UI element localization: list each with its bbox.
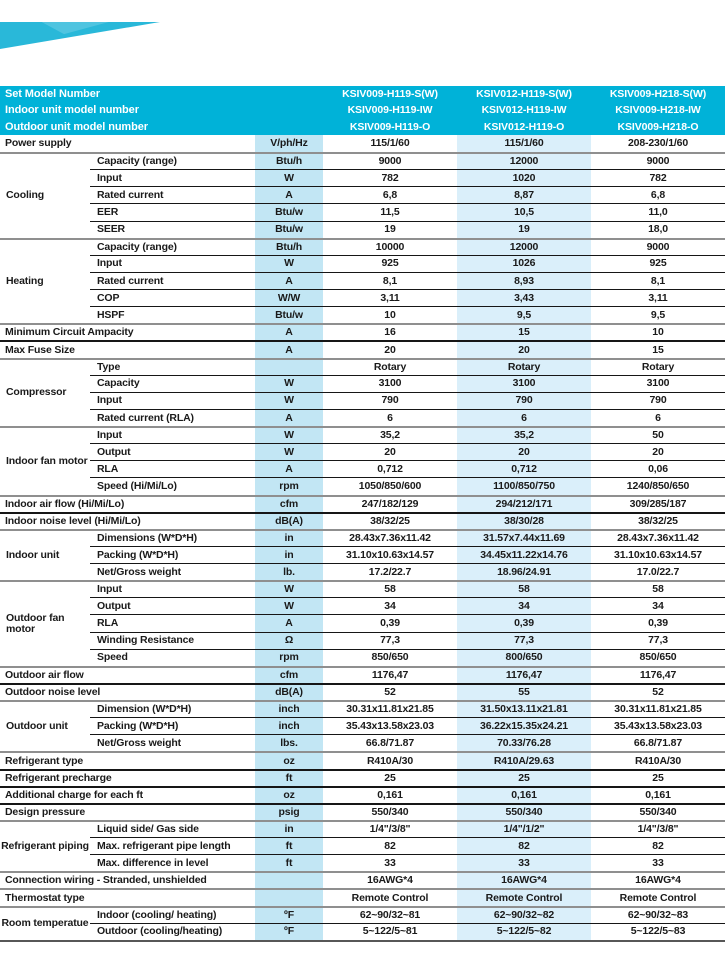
spec-label-cell: Packing (W*D*H) [90, 717, 255, 734]
value-cell: 19 [323, 221, 457, 238]
spec-label-cell: Rated current [90, 272, 255, 289]
value-cell: 82 [323, 837, 457, 854]
value-cell: 77,3 [323, 632, 457, 649]
value-cell: 1020 [457, 169, 591, 186]
value-cell: 35,2 [323, 426, 457, 443]
value-cell: 17.0/22.7 [591, 563, 725, 580]
value-cell: 10,5 [457, 203, 591, 220]
value-cell: 19 [457, 221, 591, 238]
value-cell: 20 [457, 443, 591, 460]
spec-label-cell: Max Fuse Size [0, 340, 255, 357]
unit-cell: W [255, 580, 323, 597]
value-cell: 15 [457, 323, 591, 340]
value-cell: 20 [591, 443, 725, 460]
value-cell: 66.8/71.87 [323, 734, 457, 751]
unit-cell: A [255, 272, 323, 289]
unit-cell: Btu/h [255, 152, 323, 169]
model-number-header [0, 86, 725, 135]
model-number-cell: KSIV012-H119-IW [481, 104, 567, 117]
value-cell: 0,39 [457, 614, 591, 631]
value-cell: 31.10x10.63x14.57 [323, 546, 457, 563]
unit-cell: A [255, 614, 323, 631]
unit-cell: W [255, 426, 323, 443]
value-cell: 3,11 [323, 289, 457, 306]
unit-cell: lb. [255, 563, 323, 580]
value-cell: 1100/850/750 [457, 477, 591, 494]
spec-label-cell: Input [90, 426, 255, 443]
group-cell-compressor: Compressor [0, 358, 90, 427]
value-cell: 31.10x10.63x14.57 [591, 546, 725, 563]
value-cell: 3100 [323, 375, 457, 392]
unit-cell: Btu/h [255, 238, 323, 255]
value-cell: 790 [591, 392, 725, 409]
unit-cell: A [255, 409, 323, 426]
value-cell: 30.31x11.81x21.85 [323, 700, 457, 717]
unit-cell: dB(A) [255, 683, 323, 700]
value-cell: 294/212/171 [457, 495, 591, 512]
value-cell: 25 [591, 769, 725, 786]
value-cell: 6,8 [591, 186, 725, 203]
value-cell: 782 [591, 169, 725, 186]
spec-label-cell: Net/Gross weight [90, 563, 255, 580]
spec-label-cell: Connection wiring - Stranded, unshielded [0, 871, 255, 888]
value-cell: 35.43x13.58x23.03 [323, 717, 457, 734]
unit-cell: inch [255, 717, 323, 734]
spec-label-cell: Type [90, 358, 255, 375]
value-cell: 77,3 [591, 632, 725, 649]
value-cell: 3100 [457, 375, 591, 392]
spec-label-cell: Input [90, 580, 255, 597]
value-cell: 11,0 [591, 203, 725, 220]
spec-label-cell: Indoor noise level (Hi/Mi/Lo) [0, 512, 255, 529]
group-cell-heating: Heating [0, 238, 90, 324]
value-cell: 36.22x15.35x24.21 [457, 717, 591, 734]
unit-cell: A [255, 323, 323, 340]
value-cell: 790 [457, 392, 591, 409]
value-cell: 9,5 [457, 306, 591, 323]
spec-label-cell: SEER [90, 221, 255, 238]
group-cell-outdoor-unit: Outdoor unit [0, 700, 90, 751]
unit-cell: ft [255, 854, 323, 871]
spec-label-cell: EER [90, 203, 255, 220]
value-cell: 28.43x7.36x11.42 [591, 529, 725, 546]
value-cell: 20 [457, 340, 591, 357]
value-cell: 62~90/32~82 [457, 906, 591, 923]
value-cell: 790 [323, 392, 457, 409]
group-cell-outdoor-fan-motor: Outdoor fan motor [0, 580, 90, 666]
group-cell-indoor-unit: Indoor unit [0, 529, 90, 580]
group-cell-indoor-fan-motor: Indoor fan motor [0, 426, 90, 495]
unit-cell: W/W [255, 289, 323, 306]
specification-table-body [0, 135, 725, 942]
value-cell: 62~90/32~83 [591, 906, 725, 923]
value-cell: 925 [323, 255, 457, 272]
spec-label-cell: Minimum Circuit Ampacity [0, 323, 255, 340]
value-cell: 16AWG*4 [323, 871, 457, 888]
model-number-cell: KSIV009-H119-S(W) [342, 88, 438, 101]
value-cell: 38/32/25 [591, 512, 725, 529]
spec-label-cell: Net/Gross weight [90, 734, 255, 751]
value-cell: 55 [457, 683, 591, 700]
unit-cell: cfm [255, 666, 323, 683]
value-cell: 12000 [457, 238, 591, 255]
unit-cell: A [255, 186, 323, 203]
value-cell: R410A/30 [591, 751, 725, 768]
model-number-cell: KSIV012-H119-O [483, 120, 565, 133]
value-cell: 5~122/5~83 [591, 923, 725, 940]
unit-cell: W [255, 255, 323, 272]
value-cell: 1026 [457, 255, 591, 272]
unit-cell: in [255, 546, 323, 563]
spec-label-cell: Outdoor (cooling/heating) [90, 923, 255, 940]
spec-label-cell: Output [90, 443, 255, 460]
value-cell: 0,161 [323, 786, 457, 803]
value-cell: 10 [591, 323, 725, 340]
value-cell: 11,5 [323, 203, 457, 220]
group-cell-refrigerant-piping: Refrigerant piping [0, 820, 90, 871]
value-cell: R410A/30 [323, 751, 457, 768]
spec-label-cell: Outdoor noise level [0, 683, 255, 700]
spec-label-cell: Output [90, 597, 255, 614]
unit-cell: psig [255, 803, 323, 820]
value-cell: 0,39 [591, 614, 725, 631]
value-cell: 70.33/76.28 [457, 734, 591, 751]
spec-label-cell: Capacity (range) [90, 152, 255, 169]
unit-cell: Ω [255, 632, 323, 649]
value-cell: 9000 [323, 152, 457, 169]
value-cell: 9,5 [591, 306, 725, 323]
value-cell: 25 [457, 769, 591, 786]
spec-label-cell: Power supply [5, 137, 72, 150]
value-cell: 0,161 [457, 786, 591, 803]
spec-label-cell: Dimensions (W*D*H) [90, 529, 255, 546]
value-cell: 38/30/28 [457, 512, 591, 529]
value-cell: 52 [323, 683, 457, 700]
value-cell: 31.50x13.11x21.81 [457, 700, 591, 717]
unit-cell: in [255, 820, 323, 837]
spec-label-cell: Rated current [90, 186, 255, 203]
value-cell: 6 [591, 409, 725, 426]
value-cell: 25 [323, 769, 457, 786]
value-cell: 18,0 [591, 221, 725, 238]
spec-label-cell: Packing (W*D*H) [90, 546, 255, 563]
value-cell: 31.57x7.44x11.69 [457, 529, 591, 546]
unit-cell: Btu/w [255, 306, 323, 323]
value-cell: 5~122/5~82 [457, 923, 591, 940]
spec-label-cell: Speed (Hi/Mi/Lo) [90, 477, 255, 494]
group-cell-room-temperature: Room temperatue [0, 906, 90, 940]
value-cell: 18.96/24.91 [457, 563, 591, 580]
value-cell: 850/650 [591, 649, 725, 666]
value-cell: 3,11 [591, 289, 725, 306]
value-cell: 115/1/60 [370, 137, 410, 150]
unit-cell: W [255, 375, 323, 392]
value-cell: 35,2 [457, 426, 591, 443]
model-number-cell: KSIV012-H119-S(W) [476, 88, 572, 101]
spec-label-cell: Additional charge for each ft [0, 786, 255, 803]
header-row-label: Set Model Number [5, 88, 100, 101]
value-cell: 20 [323, 340, 457, 357]
value-cell: 8,87 [457, 186, 591, 203]
unit-cell: dB(A) [255, 512, 323, 529]
value-cell: 1176,47 [457, 666, 591, 683]
model-number-cell: KSIV009-H218-S(W) [609, 88, 707, 101]
value-cell: 33 [323, 854, 457, 871]
unit-cell: V/ph/Hz [255, 135, 323, 152]
value-cell: 115/1/60 [457, 135, 591, 152]
value-cell: 28.43x7.36x11.42 [323, 529, 457, 546]
value-cell: 16AWG*4 [457, 871, 591, 888]
value-cell: 782 [323, 169, 457, 186]
value-cell: 0,06 [591, 460, 725, 477]
model-number-cell: KSIV009-H119-O [349, 120, 431, 133]
unit-cell: A [255, 460, 323, 477]
value-cell: 10000 [323, 238, 457, 255]
value-cell: 1/4"/3/8" [591, 820, 725, 837]
unit-cell: Btu/w [255, 221, 323, 238]
value-cell: 5~122/5~81 [323, 923, 457, 940]
value-cell: 850/650 [323, 649, 457, 666]
unit-cell: ft [255, 837, 323, 854]
unit-cell: ºF [255, 906, 323, 923]
spec-label-cell: Max. refrigerant pipe length [90, 837, 255, 854]
value-cell: 8,93 [457, 272, 591, 289]
value-cell: 58 [457, 580, 591, 597]
value-cell: 17.2/22.7 [323, 563, 457, 580]
value-cell: 82 [591, 837, 725, 854]
value-cell: 52 [591, 683, 725, 700]
spec-label-cell: Indoor (cooling/ heating) [90, 906, 255, 923]
value-cell: 0,712 [323, 460, 457, 477]
value-cell: 0,712 [457, 460, 591, 477]
spec-label-cell: Rated current (RLA) [90, 409, 255, 426]
unit-cell: inch [255, 700, 323, 717]
spec-label-cell: Capacity [90, 375, 255, 392]
unit-cell: cfm [255, 495, 323, 512]
value-cell: 16AWG*4 [591, 871, 725, 888]
value-cell: 550/340 [323, 803, 457, 820]
value-cell: 77,3 [457, 632, 591, 649]
spec-label-cell: Input [90, 169, 255, 186]
unit-cell: W [255, 169, 323, 186]
unit-cell: W [255, 392, 323, 409]
model-number-cell: KSIV009-H119-IW [347, 104, 433, 117]
value-cell: 9000 [591, 152, 725, 169]
spec-label-cell: Speed [90, 649, 255, 666]
spec-label-cell: Capacity (range) [90, 238, 255, 255]
value-cell: 12000 [457, 152, 591, 169]
value-cell: 0,161 [591, 786, 725, 803]
value-cell: Rotary [591, 358, 725, 375]
value-cell: 0,39 [323, 614, 457, 631]
value-cell: 35.43x13.58x23.03 [591, 717, 725, 734]
model-number-cell: KSIV009-H218-O [617, 120, 699, 133]
unit-cell [255, 358, 323, 375]
unit-cell [255, 871, 323, 888]
value-cell: Remote Control [457, 888, 591, 905]
value-cell: 33 [457, 854, 591, 871]
value-cell: 247/182/129 [323, 495, 457, 512]
value-cell: 33 [591, 854, 725, 871]
spec-label-cell: RLA [90, 614, 255, 631]
value-cell: 1/4"/3/8" [323, 820, 457, 837]
value-cell: Remote Control [591, 888, 725, 905]
value-cell: 34.45x11.22x14.76 [457, 546, 591, 563]
unit-cell: rpm [255, 649, 323, 666]
unit-cell [255, 888, 323, 905]
unit-cell: oz [255, 786, 323, 803]
value-cell: 38/32/25 [323, 512, 457, 529]
value-cell: 34 [457, 597, 591, 614]
header-row-label: Outdoor unit model number [5, 120, 148, 133]
value-cell: 50 [591, 426, 725, 443]
value-cell: Rotary [323, 358, 457, 375]
value-cell: 1050/850/600 [323, 477, 457, 494]
unit-cell: rpm [255, 477, 323, 494]
spec-label-cell: Input [90, 255, 255, 272]
value-cell: Remote Control [323, 888, 457, 905]
value-cell: 3100 [591, 375, 725, 392]
value-cell: 16 [323, 323, 457, 340]
value-cell: 8,1 [323, 272, 457, 289]
value-cell: 66.8/71.87 [591, 734, 725, 751]
unit-cell: A [255, 340, 323, 357]
unit-cell: oz [255, 751, 323, 768]
unit-cell: ºF [255, 923, 323, 940]
unit-cell: W [255, 443, 323, 460]
spec-label-cell: Winding Resistance [90, 632, 255, 649]
spec-label-cell: Indoor air flow (Hi/Mi/Lo) [0, 495, 255, 512]
value-cell: 3,43 [457, 289, 591, 306]
value-cell: 30.31x11.81x21.85 [591, 700, 725, 717]
spec-label-cell: RLA [90, 460, 255, 477]
value-cell: 10 [323, 306, 457, 323]
value-cell: 58 [323, 580, 457, 597]
value-cell: 800/650 [457, 649, 591, 666]
value-cell: 34 [323, 597, 457, 614]
spec-label-cell: COP [90, 289, 255, 306]
spec-label-cell: Liquid side/ Gas side [90, 820, 255, 837]
unit-cell: lbs. [255, 734, 323, 751]
value-cell: R410A/29.63 [457, 751, 591, 768]
spec-label-cell: Design pressure [0, 803, 255, 820]
value-cell: 6 [457, 409, 591, 426]
spec-label-cell: Outdoor air flow [0, 666, 255, 683]
unit-cell: Btu/w [255, 203, 323, 220]
spec-label-cell: Max. difference in level [90, 854, 255, 871]
spec-label-cell: HSPF [90, 306, 255, 323]
group-cell-cooling: Cooling [0, 152, 90, 238]
model-number-cell: KSIV009-H218-IW [615, 104, 701, 117]
spec-label-cell: Refrigerant precharge [0, 769, 255, 786]
unit-cell: ft [255, 769, 323, 786]
value-cell: 1240/850/650 [591, 477, 725, 494]
value-cell: 8,1 [591, 272, 725, 289]
value-cell: 208-230/1/60 [627, 137, 689, 150]
spec-label-cell: Input [90, 392, 255, 409]
spec-label-cell: Dimension (W*D*H) [90, 700, 255, 717]
unit-cell: W [255, 597, 323, 614]
value-cell: 6,8 [323, 186, 457, 203]
value-cell: 6 [323, 409, 457, 426]
unit-cell: in [255, 529, 323, 546]
value-cell: 34 [591, 597, 725, 614]
spec-label-cell: Thermostat type [0, 888, 255, 905]
value-cell: 550/340 [591, 803, 725, 820]
value-cell: 62~90/32~81 [323, 906, 457, 923]
value-cell: 1176,47 [591, 666, 725, 683]
spec-label-cell: Refrigerant type [0, 751, 255, 768]
value-cell: 309/285/187 [591, 495, 725, 512]
value-cell: Rotary [457, 358, 591, 375]
value-cell: 1176,47 [323, 666, 457, 683]
value-cell: 15 [591, 340, 725, 357]
header-row-label: Indoor unit model number [5, 104, 139, 117]
value-cell: 9000 [591, 238, 725, 255]
value-cell: 1/4"/1/2" [457, 820, 591, 837]
value-cell: 925 [591, 255, 725, 272]
value-cell: 82 [457, 837, 591, 854]
value-cell: 550/340 [457, 803, 591, 820]
specification-table [0, 86, 725, 942]
value-cell: 58 [591, 580, 725, 597]
value-cell: 20 [323, 443, 457, 460]
